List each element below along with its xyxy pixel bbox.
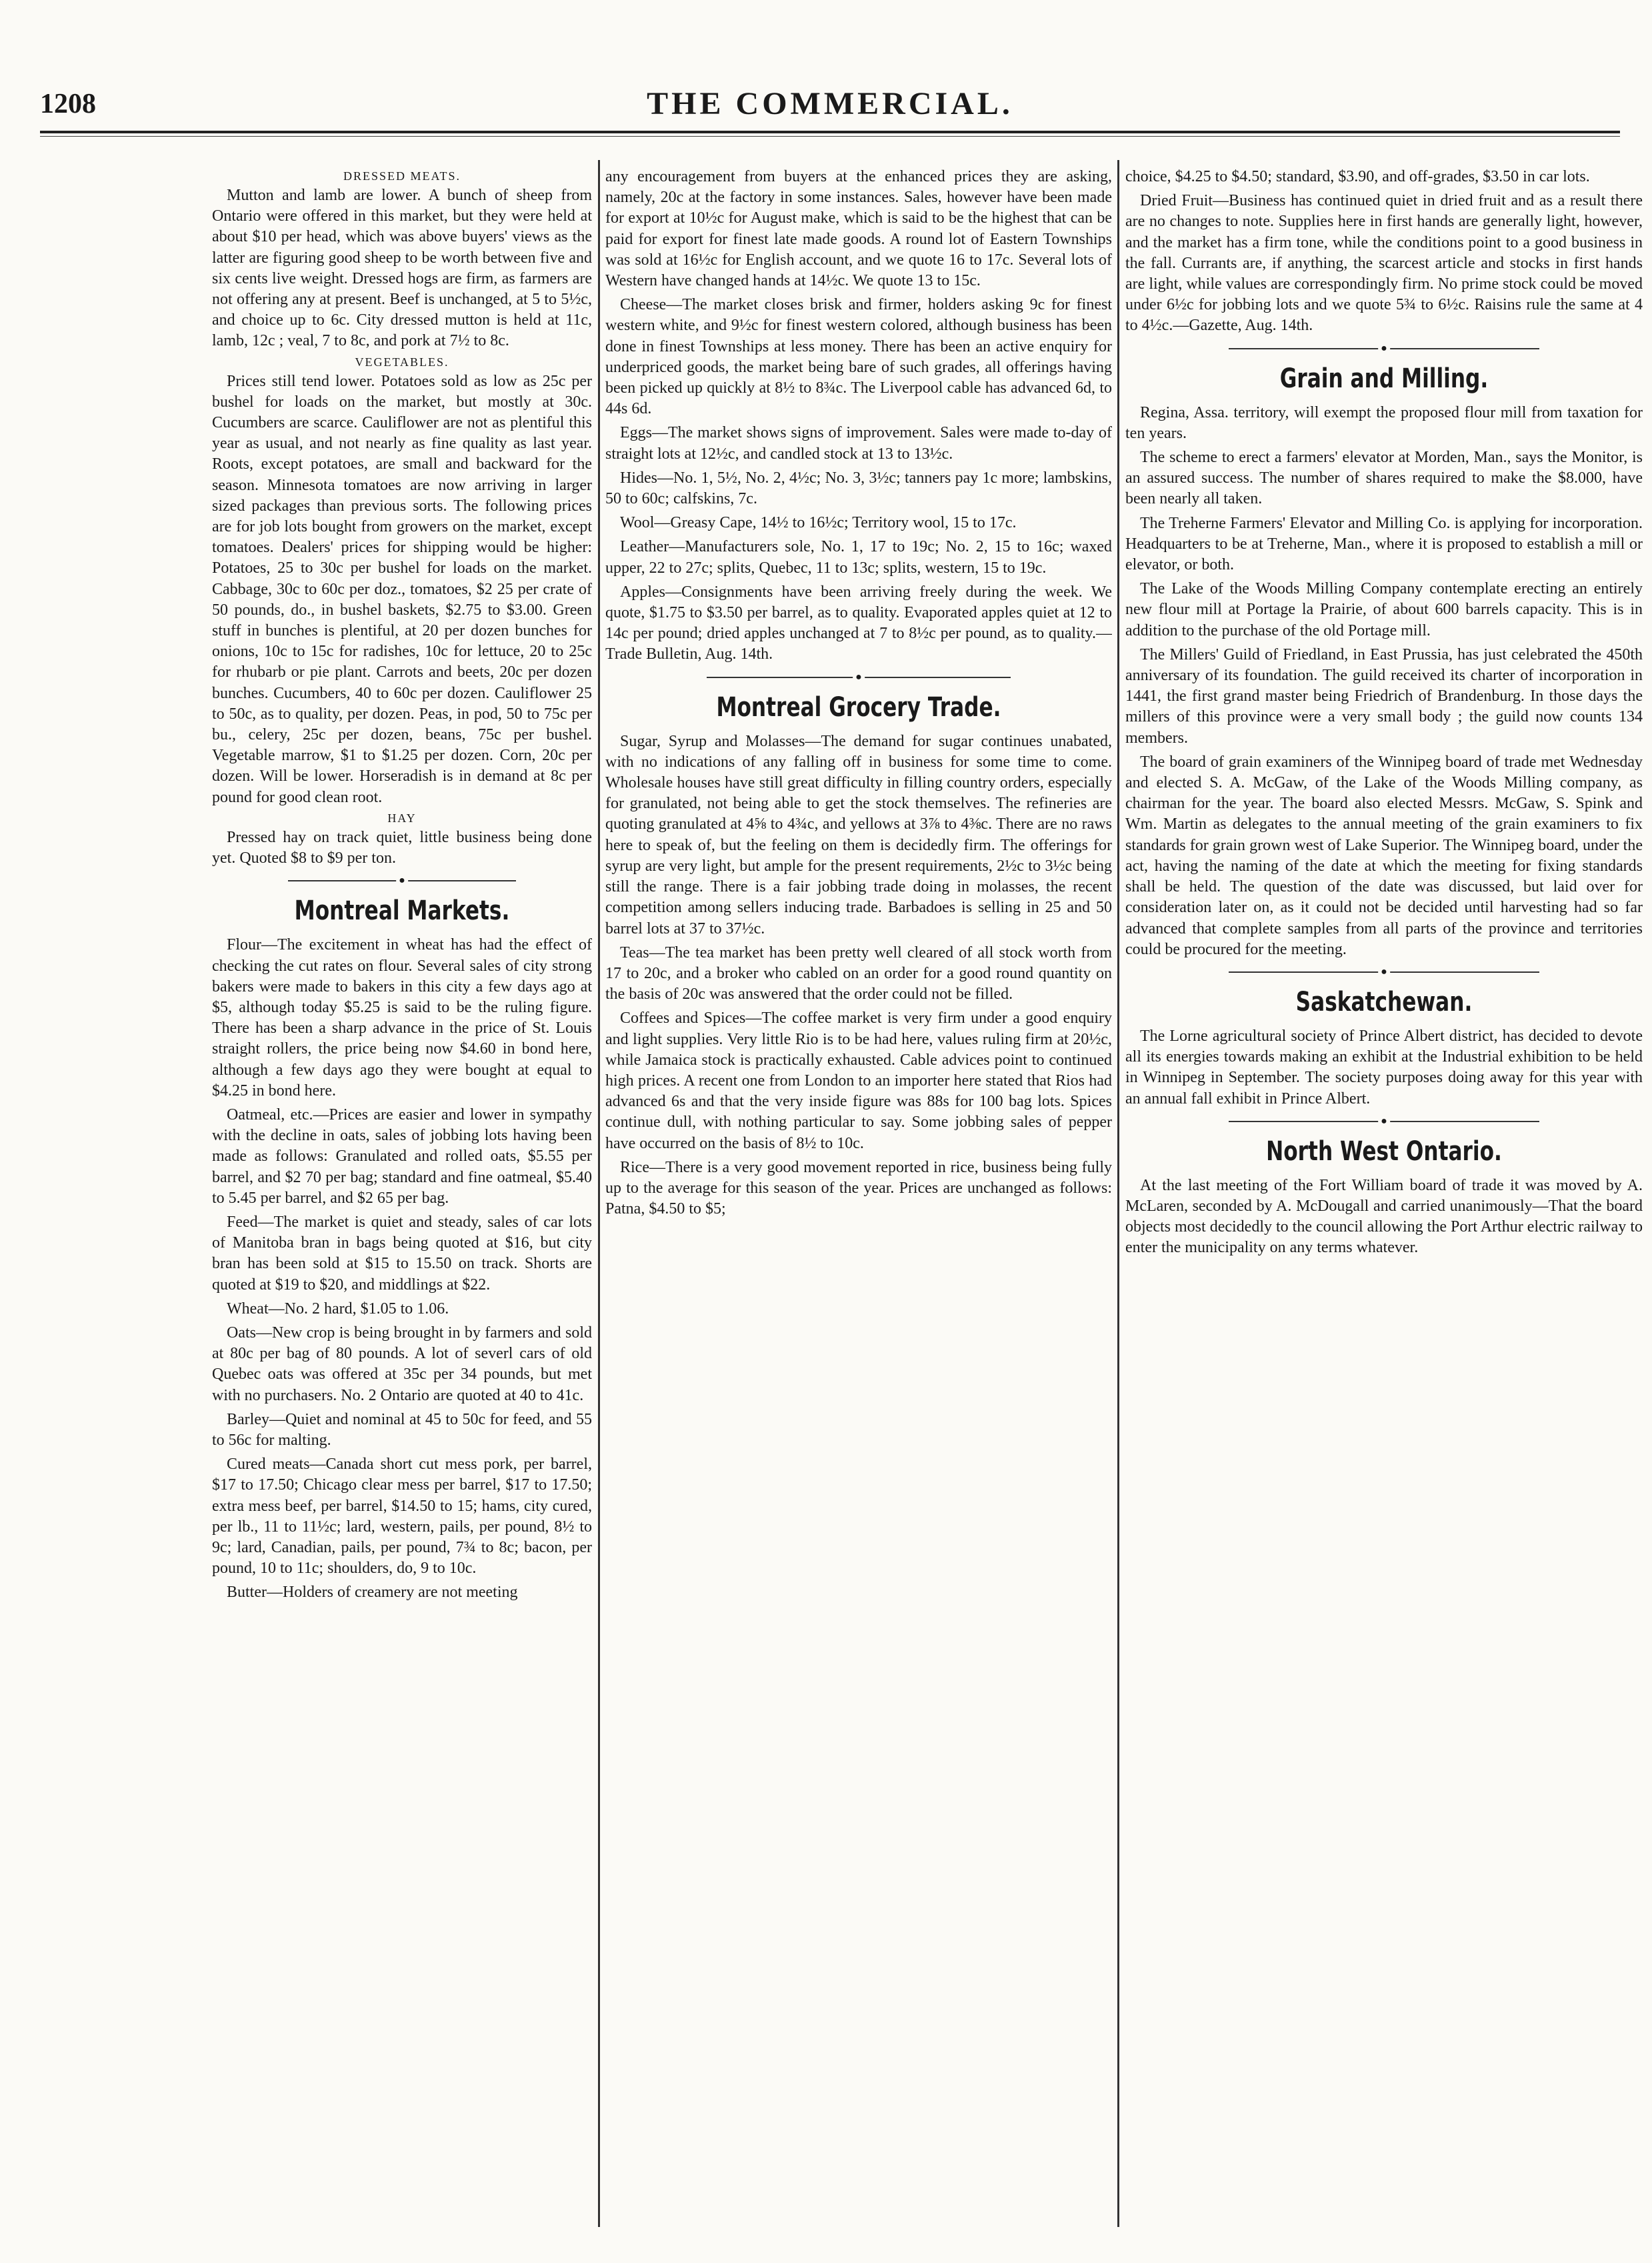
paragraph: Apples—Consignments have been arriving freely during the week. We quote, $1.75 to $3.50 per barrel, as to quality. Evaporated apples quiet at 12 to 14c per pound; dried apples unchanged at 7 to 8½c per pound, as to quality.—Trade Bulletin, Aug. 14th. — [605, 583, 1112, 663]
header-rule-thin — [40, 136, 1620, 137]
heading-saskatchewan: Saskatchewan. — [1295, 986, 1473, 1017]
paragraph: The scheme to erect a farmers' elevator at Morden, Man., says the Monitor, is an assured success. The number of shares required to make the $8.000, have been nearly all taken. — [1125, 449, 1643, 508]
column-2 — [605, 167, 1112, 2227]
paragraph: Wheat—No. 2 hard, $1.05 to 1.06. — [227, 1300, 449, 1318]
paragraph: choice, $4.25 to $4.50; standard, $3.90, and off-grades, $3.50 in car lots. — [1125, 168, 1590, 185]
column-divider — [598, 160, 600, 2227]
column-1 — [212, 167, 592, 2227]
paragraph: The board of grain examiners of the Winnipeg board of trade met Wednesday and elected S. A. McGaw, of the Lake of the Woods Milling company, as chairman for the year. The board also elected Messrs. McGaw, S. Spink and Wm. Martin as delegates to the annual meeting of the grain examiners to fix standards for grain grown west of Lake Superior. The Winnipeg board, under the act, having the naming of the date at which the meeting for fixing standards shall be held. The question of the date was discussed, but laid over for consideration later on, as it could not be decided until harvesting had so far advanced that complete samples from all parts of the province and territories could be procured for the meeting. — [1125, 753, 1643, 958]
paragraph: Oats—New crop is being brought in by farmers and sold at 80c per bag of 80 pounds. A lot of severl cars of old Quebec oats was offered at 35c per 34 pounds, but met with no purchasers. No. 2 Ontario are quoted at 40 to 41c. — [212, 1324, 592, 1404]
subheading-dressed-meats: DRESSED MEATS. — [343, 169, 461, 183]
subheading-vegetables: VEGETABLES. — [355, 355, 449, 369]
paragraph: Wool—Greasy Cape, 14½ to 16½c; Territory wool, 15 to 17c. — [620, 514, 1017, 532]
paragraph: Feed—The market is quiet and steady, sales of car lots of Manitoba bran in bags being quoted at $16, but city bran has been sold at $15 to 15.50 on track. Shorts are quoted at $19 to $20, and middlings at $22. — [212, 1213, 592, 1294]
page-number: 1208 — [40, 89, 96, 119]
page-header — [40, 85, 1620, 125]
paragraph: Coffees and Spices—The coffee market is very firm under a good enquiry and light supplies. Very little Rio is to be had here, values ruling firm at 20½c, while Jamaica stock is practically exhausted. Cable advices point to continued high prices. A recent one from London to an importer here stated that Rios had advanced 6s and that the very inside figure was 88s for 100 bag lots. Spices continue dull, with nothing particular to say. Some jobbing sales of pepper have occurred on the basis of 8½ to 10c. — [605, 1009, 1112, 1152]
paragraph: Prices still tend lower. Potatoes sold as low as 25c per bushel for loads on the market, but mostly at 30c. Cucumbers are scarce. Cauliflower are not as plentiful this year as usual, and not nearly as fine quality as last year. Roots, except potatoes, are small and backward for the season. Minnesota tomatoes are now arriving in larger sized packages than previous sorts. The following prices are for job lots bought from growers on the market, except tomatoes. Dealers' prices for shipping would be higher: Potatoes, 25 to 30c per bushel for loads on the market. Cabbage, 30c to 60c per doz., tomatoes, $2 25 per crate of 50 pounds, do., in bushel baskets, $2.75 to $3.00. Green stuff in bunches is plentiful, at 20 per dozen bunches for onions, 10c to 15c for radishes, 10c for lettuce, 20 to 25c for rhubarb or pie plant. Carrots and beets, 20c per dozen bunches. Cucumbers, 40 to 60c per dozen. Cauliflower 25 to 50c, as to quality, per dozen. Peas, in pod, 50 to 75c per bu., celery, 25c per dozen, beans, 75c per bushel. Vegetable marrow, $1 to $1.25 per dozen. Corn, 20c per dozen. Will be lower. Horseradish is in demand at 8c per pound for good clean root. — [212, 372, 592, 806]
paragraph: Cured meats—Canada short cut mess pork, per barrel, $17 to 17.50; Chicago clear mess per barrel, $17 to 17.50; extra mess beef, per barrel, $14.50 to 15; hams, city cured, per lb., 11 to 11½c; lard, western, pails, per pound, 8½ to 9c; lard, Canadian, pails, per pound, 7¾ to 8c; bacon, per pound, 10 to 11c; shoulders, do, 9 to 10c. — [212, 1456, 592, 1578]
paragraph: Pressed hay on track quiet, little business being done yet. Quoted $8 to $9 per ton. — [212, 828, 592, 867]
paragraph: The Lorne agricultural society of Prince Albert district, has decided to devote all its energies towards making an exhibit at the Industrial exhibition to be held in Winnipeg in September. The society purposes doing away for this year with an annual fall exhibit in Prince Albert. — [1125, 1027, 1643, 1107]
paragraph: Rice—There is a very good movement reported in rice, business being fully up to the average for this season of the year. Prices are unchanged as follows: Patna, $4.50 to $5; — [605, 1158, 1112, 1218]
paragraph: The Treherne Farmers' Elevator and Milling Co. is applying for incorporation. Headquarters to be at Treherne, Man., where it is proposed to establish a mill or elevator, or both. — [1125, 514, 1643, 574]
column-3 — [1125, 167, 1643, 2227]
paragraph: any encouragement from buyers at the enhanced prices they are asking, namely, 20c at the factory in some instances. Sales, however have been made for export at 10½c for August make, which is said to be the highest that can be paid for export for finest late made goods. A round lot of Eastern Townships was sold at 16½c for English account, and we quote 16 to 17c. Several lots of Western have changed hands at 14½c. We quote 13 to 15c. — [605, 168, 1112, 290]
paragraph: Cheese—The market closes brisk and firmer, holders asking 9c for finest western white, and 9½c for finest western colored, although business has been done in finest Townships at less money. There has been an active enquiry for underpriced goods, the market being bare of such grades, all offerings having been picked up quickly at 8½ to 8¾c. The Liverpool cable has advanced 6d, to 44s 6d. — [605, 296, 1112, 418]
heading-grain-and-milling: Grain and Milling. — [1279, 363, 1489, 394]
masthead-title: THE COMMERCIAL. — [647, 86, 1013, 121]
column-divider — [1117, 160, 1119, 2227]
heading-montreal-markets: Montreal Markets. — [294, 895, 510, 927]
paragraph: Teas—The tea market has been pretty well cleared of all stock worth from 17 to 20c, and a broker who cabled on an order for a good round quantity on the basis of 20c was answered that the order could not be filled. — [605, 943, 1112, 1003]
header-rule — [40, 131, 1620, 133]
paragraph: Flour—The excitement in wheat has had the effect of checking the cut rates on flour. Several sales of city strong bakers were made to bakers in this city a few days ago at $5, although today $5.25 is said to be the ruling figure. There has been a sharp advance in the price of St. Louis straight rollers, the price being now $4.60 in bond here, although a few days ago they were bought at equal to $4.25 in bond here. — [212, 936, 592, 1099]
section-separator: ● — [605, 669, 1112, 686]
section-separator: ● — [1125, 340, 1643, 357]
paragraph: Leather—Manufacturers sole, No. 1, 17 to 19c; No. 2, 15 to 16c; waxed upper, 22 to 27c; splits, Quebec, 11 to 13c; splits, western, 15 to 19c. — [605, 538, 1112, 577]
paragraph: The Millers' Guild of Friedland, in East Prussia, has just celebrated the 450th anniversary of its foundation. The guild received its charter of incorporation in 1441, the first grand master being Friedrich of Brandenburg. In those days the millers of this province were a very small body ; the guild now counts 134 members. — [1125, 645, 1643, 747]
paragraph: At the last meeting of the Fort William board of trade it was moved by A. McLaren, seconded by A. McDougall and carried unanimously—That the board objects most decidedly to the council allowing the Port Arthur electric railway to enter the municipality on any terms whatever. — [1125, 1176, 1643, 1257]
paragraph: Mutton and lamb are lower. A bunch of sheep from Ontario were offered in this market, but they were held at about $10 per head, which was above buyers' views as the latter are figuring good sheep to be worth between five and six cents live weight. Dressed hogs are firm, as farmers are not offering any at present. Beef is unchanged, at 5 to 5½c, and choice up to 6c. City dressed mutton is held at 11c, lamb, 12c ; veal, 7 to 8c, and pork at 7½ to 8c. — [212, 187, 592, 350]
heading-montreal-grocery-trade: Montreal Grocery Trade. — [716, 691, 1001, 723]
paragraph: Dried Fruit—Business has continued quiet in dried fruit and as a result there are no changes to note. Supplies here in first hands are generally light, however, and the market has a firm tone, while the conditions point to a good business in the fall. Currants are, if anything, the scarcest article and stocks in first hands are light, while values are correspondingly firm. No prime stock could be moved under 6½c for jobbing lots and we quote 5¾ to 6½c. Raisins rule the same at 4 to 4½c.—Gazette, Aug. 14th. — [1125, 192, 1643, 335]
paragraph: Oatmeal, etc.—Prices are easier and lower in sympathy with the decline in oats, sales of jobbing lots having been made as follows: Granulated and rolled oats, $5.55 per barrel, and $2 70 per bag; standard and fine oatmeal, $5.40 to 5.45 per barrel, and $2 65 per bag. — [212, 1105, 592, 1207]
section-separator: ● — [1125, 1113, 1643, 1130]
paragraph: Eggs—The market shows signs of improvement. Sales were made to-day of straight lots at 12½c, and candled stock at 13 to 13½c. — [605, 424, 1112, 463]
section-separator: ● — [1125, 963, 1643, 981]
paragraph: Butter—Holders of creamery are not meeting — [227, 1584, 518, 1602]
subheading-hay: HAY — [387, 811, 417, 825]
paragraph: Regina, Assa. territory, will exempt the proposed flour mill from taxation for ten years. — [1125, 403, 1643, 442]
paragraph: Hides—No. 1, 5½, No. 2, 4½c; No. 3, 3½c; tanners pay 1c more; lambskins, 50 to 60c; calfskins, 7c. — [605, 469, 1112, 508]
paragraph: Sugar, Syrup and Molasses—The demand for sugar continues unabated, with no indications of any falling off in business for some time to come. Wholesale houses have still great difficulty in filling country orders, especially for granulated, not being able to get the stock themselves. The refineries are quoting granulated at 4⅝ to 4¾c, and yellows at 3⅞ to 4⅜c. There are no raws here to speak of, but the feeling on them is decidedly firm. The offerings for syrup are very light, but ample for the present requirements, 2½c to 3½c being still the range. There is a fair jobbing trade doing in molasses, the recent competition among sellers inducing trade. Barbadoes is selling in 25 and 50 barrel lots at 37 to 37½c. — [605, 732, 1112, 937]
section-separator: ● — [212, 872, 592, 889]
paragraph: Barley—Quiet and nominal at 45 to 50c for feed, and 55 to 56c for malting. — [212, 1410, 592, 1449]
paragraph: The Lake of the Woods Milling Company contemplate erecting an entirely new flour mill at Portage la Prairie, of about 600 barrels capacity. This is in addition to the purchase of the old Portage mill. — [1125, 580, 1643, 639]
heading-north-west-ontario: North West Ontario. — [1266, 1136, 1502, 1167]
